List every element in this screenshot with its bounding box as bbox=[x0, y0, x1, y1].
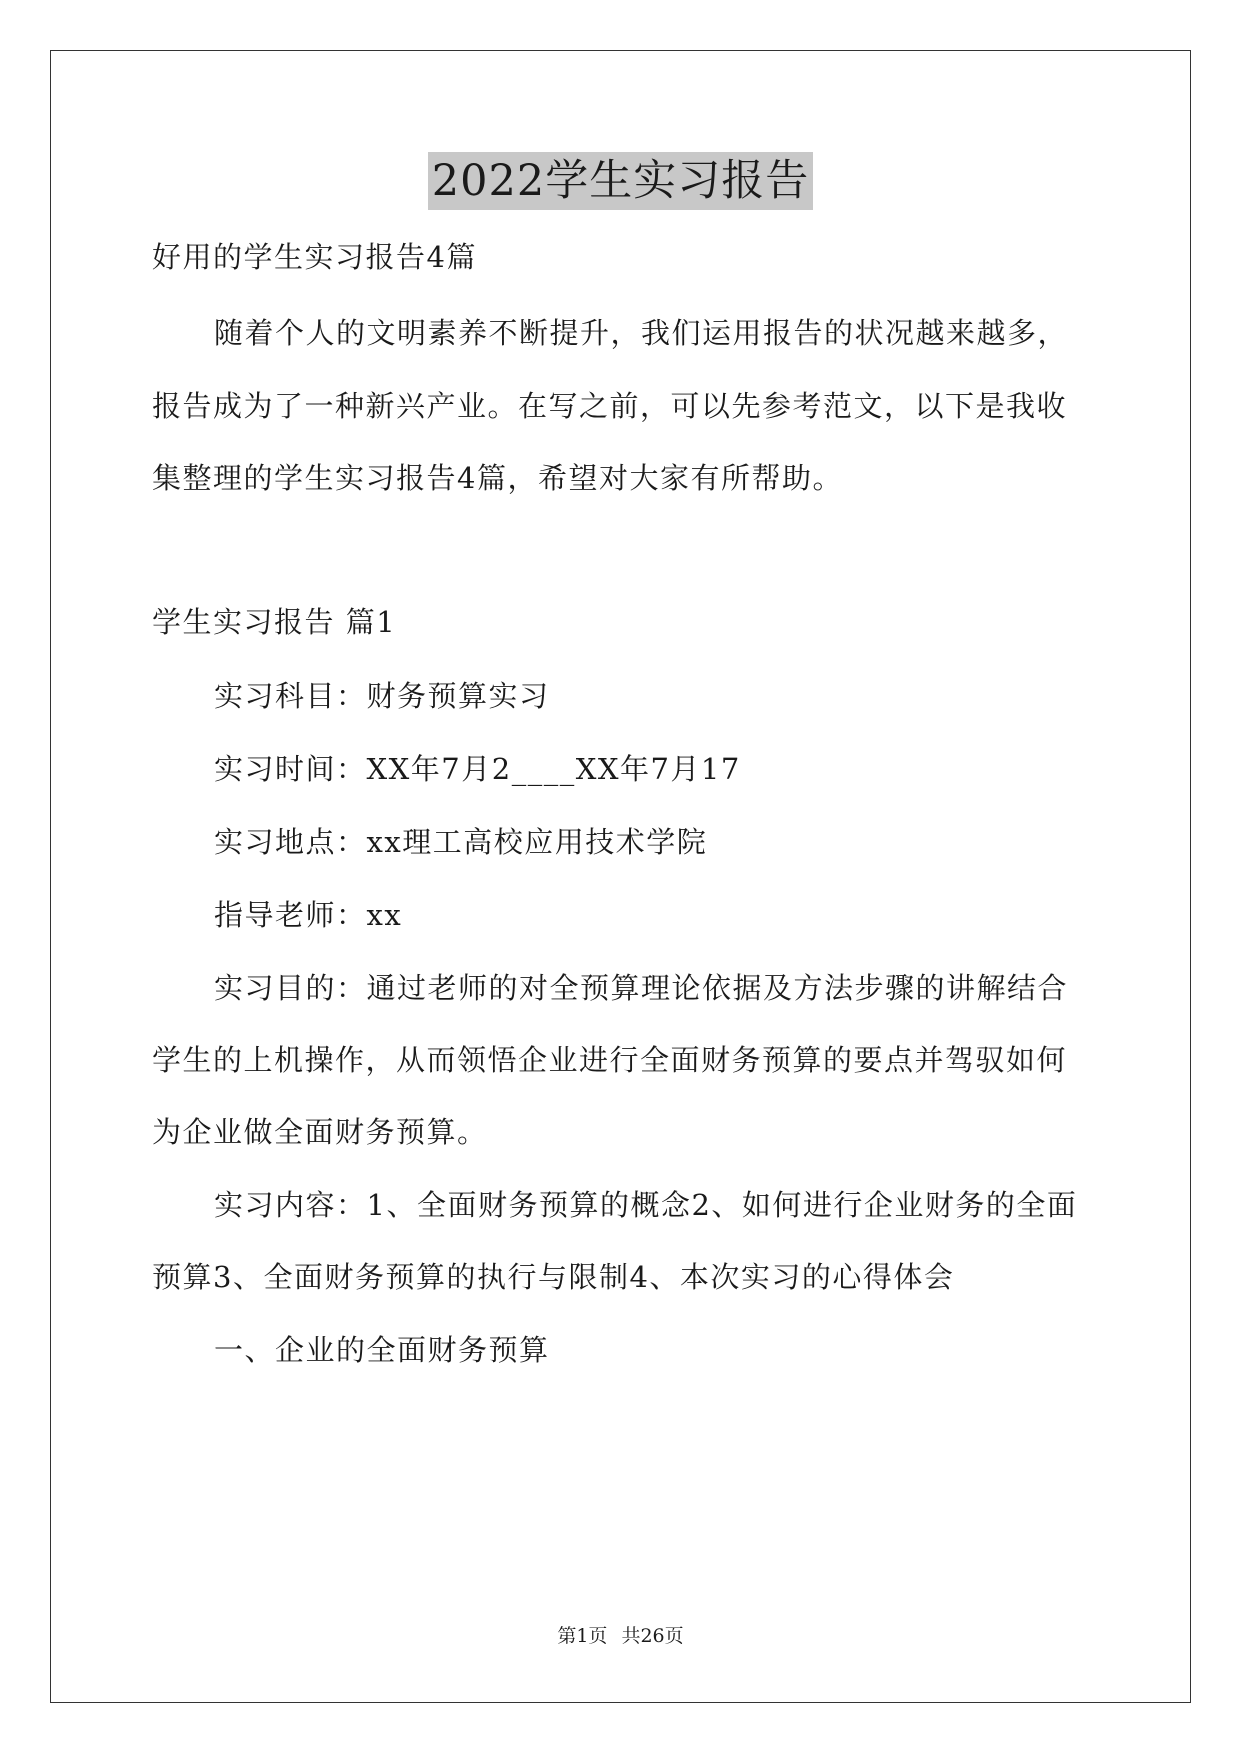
field-location: 实习地点：xx理工高校应用技术学院 bbox=[214, 825, 708, 859]
subsection-heading: 一、企业的全面财务预算 bbox=[214, 1333, 550, 1367]
purpose-line-3: 为企业做全面财务预算。 bbox=[152, 1115, 488, 1149]
page-footer bbox=[0, 1623, 1241, 1649]
purpose-line-2: 学生的上机操作，从而领悟企业进行全面财务预算的要点并驾驭如何 bbox=[152, 1043, 1068, 1077]
document-title: 2022学生实习报告 bbox=[428, 152, 813, 210]
subtitle-line: 好用的学生实习报告4篇 bbox=[152, 240, 477, 274]
field-time: 实习时间：XX年7月2____XX年7月17 bbox=[214, 752, 741, 786]
section-heading: 学生实习报告 篇1 bbox=[152, 605, 397, 639]
page-number: 第1页 bbox=[557, 1625, 608, 1647]
intro-line-1: 随着个人的文明素养不断提升，我们运用报告的状况越来越多， bbox=[214, 316, 1069, 350]
title-container bbox=[0, 152, 1241, 210]
intro-line-2: 报告成为了一种新兴产业。在写之前，可以先参考范文，以下是我收 bbox=[152, 389, 1068, 423]
content-line-1: 实习内容：1、全面财务预算的概念2、如何进行企业财务的全面 bbox=[214, 1188, 1078, 1222]
content-line-2: 预算3、全面财务预算的执行与限制4、本次实习的心得体会 bbox=[152, 1260, 955, 1294]
page-total: 共26页 bbox=[621, 1625, 684, 1647]
field-teacher: 指导老师：xx bbox=[214, 898, 403, 932]
intro-line-3: 集整理的学生实习报告4篇，希望对大家有所帮助。 bbox=[152, 461, 843, 495]
purpose-line-1: 实习目的：通过老师的对全预算理论依据及方法步骤的讲解结合 bbox=[214, 971, 1069, 1005]
field-subject: 实习科目：财务预算实习 bbox=[214, 679, 550, 713]
page-border bbox=[50, 50, 1191, 1703]
